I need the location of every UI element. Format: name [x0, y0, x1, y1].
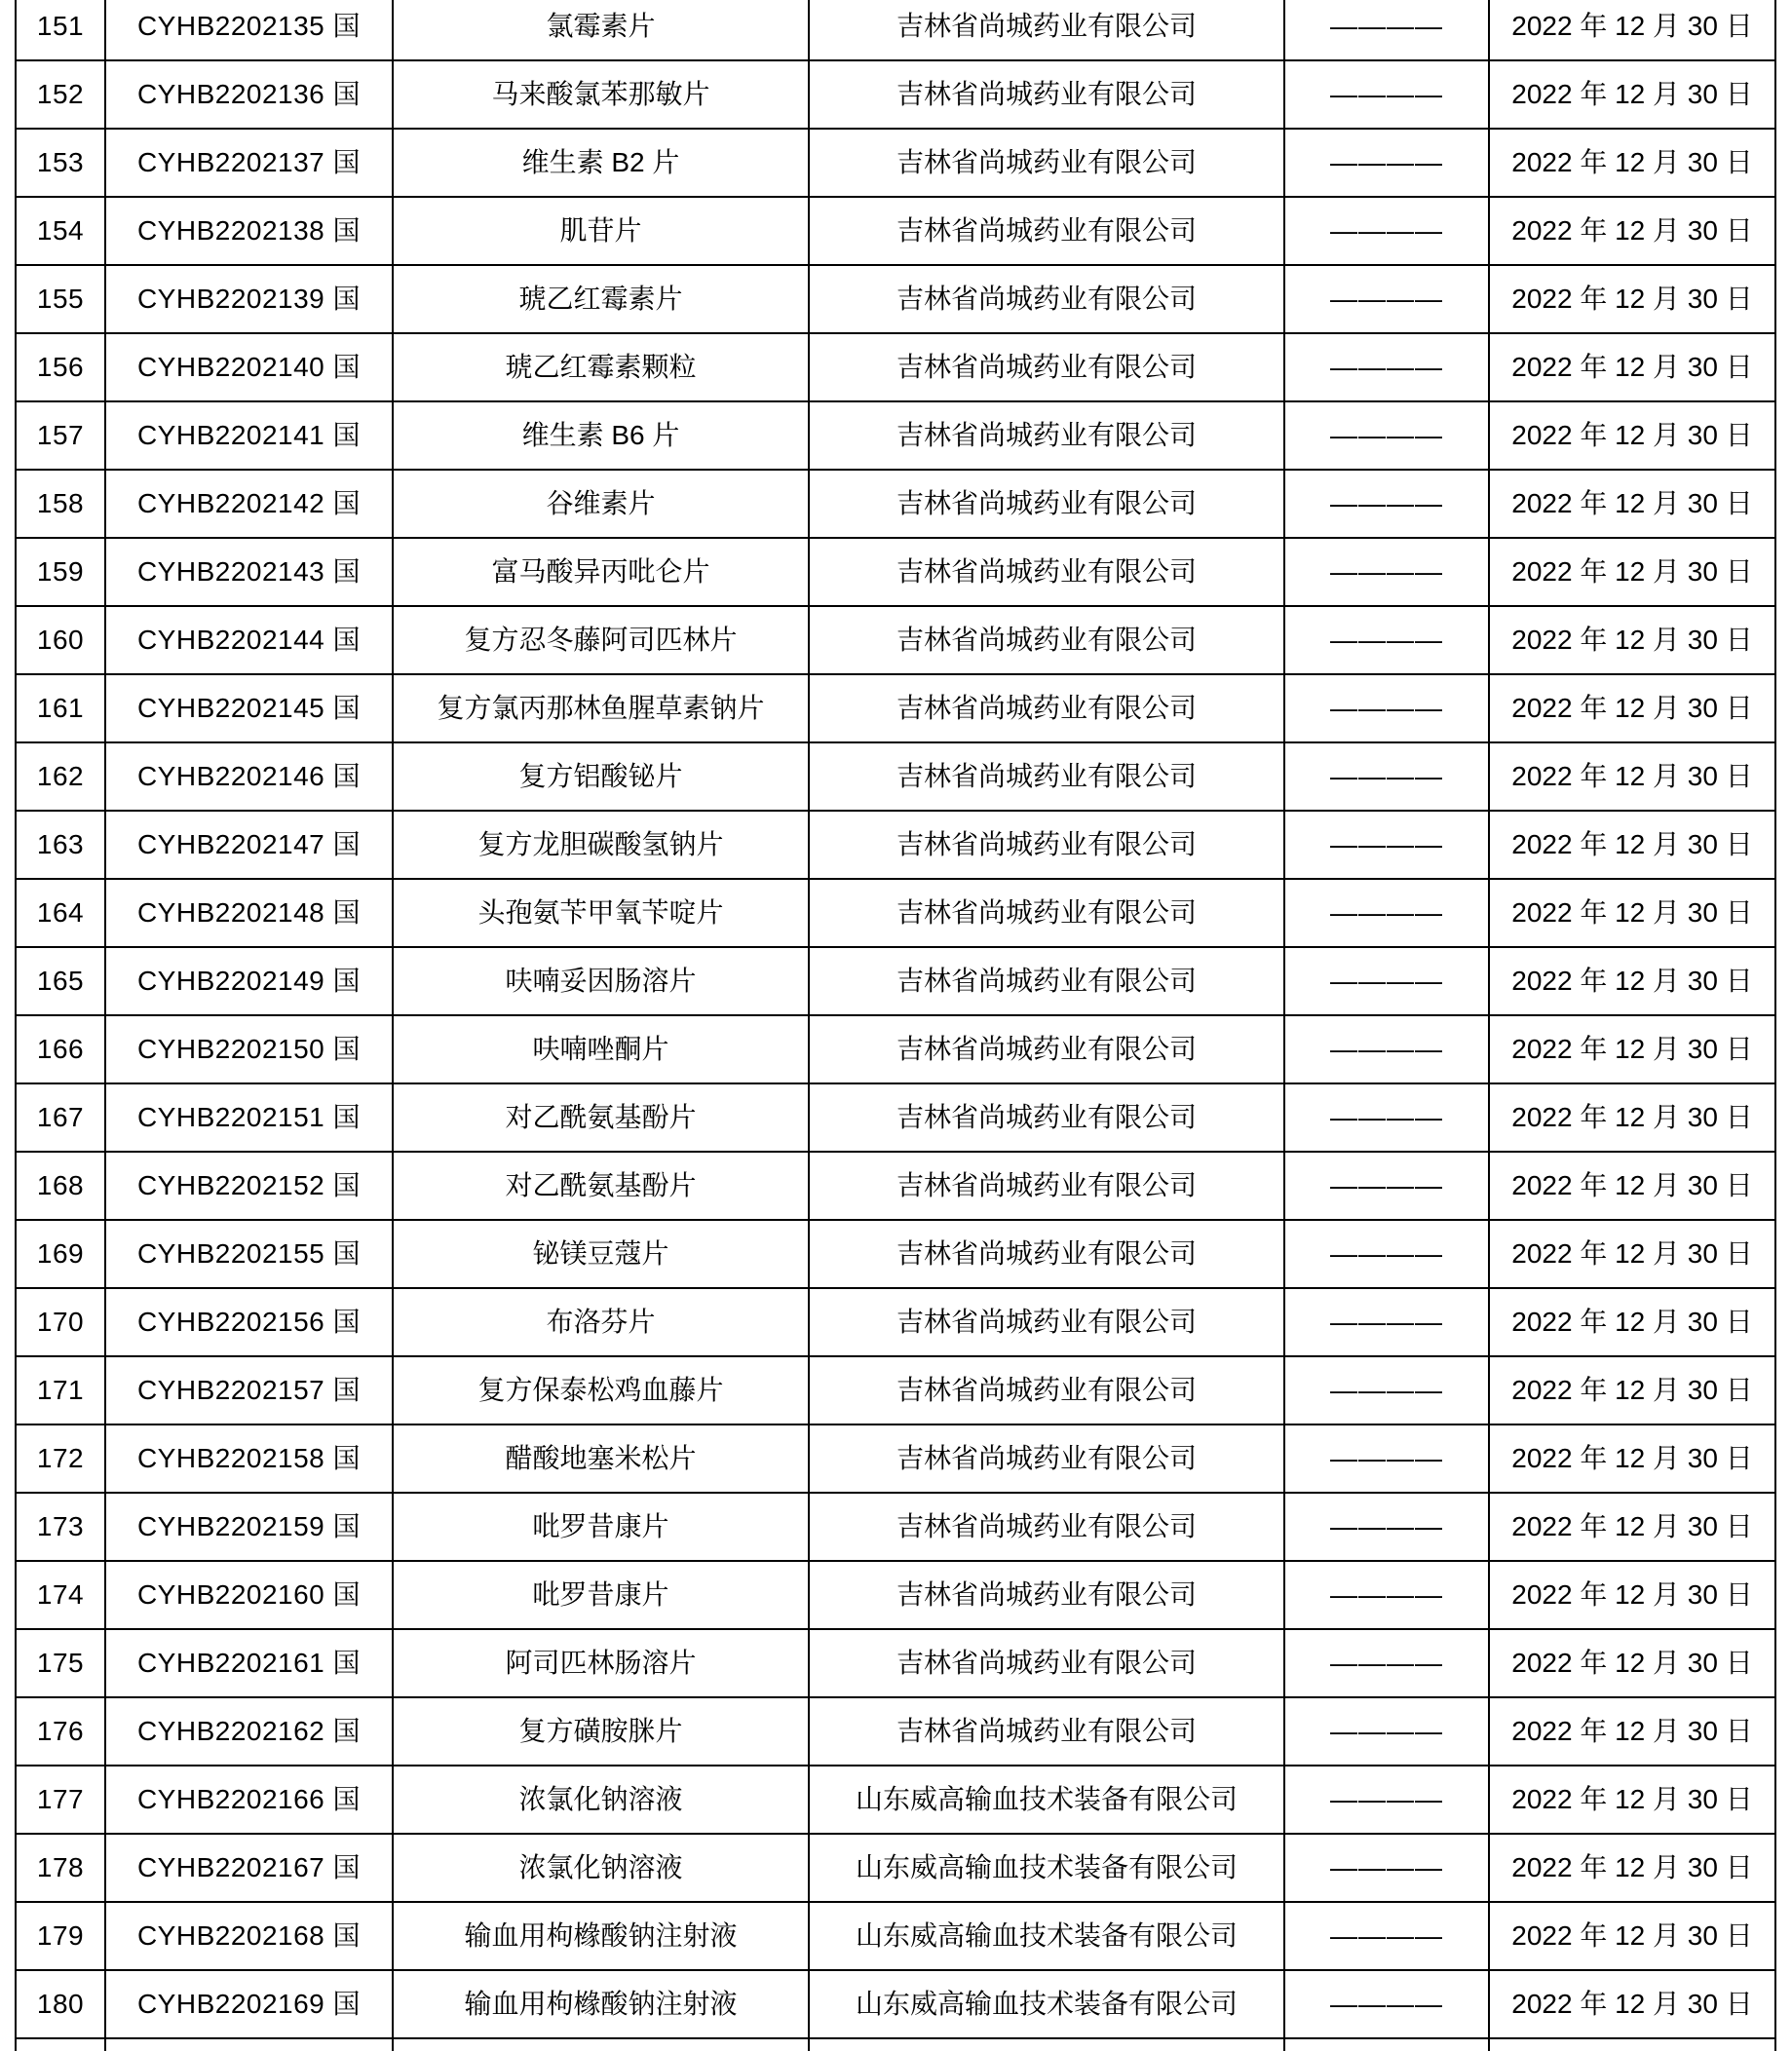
cell-drug: 呋喃妥因肠溶片 [393, 947, 809, 1015]
cell-company: 吉林省尚城药业有限公司 [809, 1220, 1284, 1288]
cell-date: 2022 年 12 月 30 日 [1489, 0, 1775, 60]
cell-remark: ———— [1284, 1152, 1489, 1220]
cell-no: 180 [16, 1970, 105, 2038]
cell-remark: ———— [1284, 742, 1489, 811]
cell-no: 159 [16, 538, 105, 606]
cell-remark: ———— [1284, 1834, 1489, 1902]
cell-no: 179 [16, 1902, 105, 1970]
table-row [16, 333, 1775, 401]
cell-company: 山东威高输血技术装备有限公司 [809, 1902, 1284, 1970]
cell-date: 2022 年 12 月 30 日 [1489, 674, 1775, 742]
cell-remark: ———— [1284, 1015, 1489, 1083]
table-row [16, 1493, 1775, 1561]
table-row [16, 879, 1775, 947]
cell-remark: ———— [1284, 1697, 1489, 1766]
cell-date: 2022 年 12 月 30 日 [1489, 1152, 1775, 1220]
cell-date: 2022 年 12 月 30 日 [1489, 1424, 1775, 1493]
cell-remark-empty [1284, 2038, 1489, 2051]
cell-no: 163 [16, 811, 105, 879]
cell-approval: CYHB2202155 国 [105, 1220, 393, 1288]
cell-no: 177 [16, 1766, 105, 1834]
cell-company: 山东威高输血技术装备有限公司 [809, 1766, 1284, 1834]
cell-drug: 浓氯化钠溶液 [393, 1834, 809, 1902]
cell-drug: 对乙酰氨基酚片 [393, 1083, 809, 1152]
table-row-partial [16, 2038, 1775, 2051]
cell-date: 2022 年 12 月 30 日 [1489, 811, 1775, 879]
cell-company: 吉林省尚城药业有限公司 [809, 129, 1284, 197]
cell-drug: 马来酸氯苯那敏片 [393, 60, 809, 129]
cell-approval-empty [105, 2038, 393, 2051]
cell-drug: 阿司匹林肠溶片 [393, 1629, 809, 1697]
table-row [16, 1152, 1775, 1220]
cell-remark: ———— [1284, 265, 1489, 333]
table-row [16, 1561, 1775, 1629]
table-row [16, 197, 1775, 265]
cell-drug: 维生素 B6 片 [393, 401, 809, 470]
table-body [16, 0, 1775, 2051]
cell-company: 吉林省尚城药业有限公司 [809, 1697, 1284, 1766]
cell-approval: CYHB2202168 国 [105, 1902, 393, 1970]
cell-company: 吉林省尚城药业有限公司 [809, 1493, 1284, 1561]
table-row [16, 265, 1775, 333]
cell-remark: ———— [1284, 538, 1489, 606]
cell-no: 174 [16, 1561, 105, 1629]
cell-approval: CYHB2202136 国 [105, 60, 393, 129]
drug-approval-table [15, 0, 1776, 2051]
cell-remark: ———— [1284, 60, 1489, 129]
cell-no: 151 [16, 0, 105, 60]
table-row [16, 1015, 1775, 1083]
cell-no: 176 [16, 1697, 105, 1766]
cell-date: 2022 年 12 月 30 日 [1489, 197, 1775, 265]
cell-company: 吉林省尚城药业有限公司 [809, 811, 1284, 879]
cell-date: 2022 年 12 月 30 日 [1489, 1561, 1775, 1629]
cell-no: 175 [16, 1629, 105, 1697]
cell-no: 169 [16, 1220, 105, 1288]
cell-drug: 氯霉素片 [393, 0, 809, 60]
cell-remark: ———— [1284, 1629, 1489, 1697]
cell-approval: CYHB2202169 国 [105, 1970, 393, 2038]
table-row [16, 1220, 1775, 1288]
cell-approval: CYHB2202158 国 [105, 1424, 393, 1493]
cell-approval: CYHB2202142 国 [105, 470, 393, 538]
cell-company: 山东威高输血技术装备有限公司 [809, 1834, 1284, 1902]
cell-approval: CYHB2202137 国 [105, 129, 393, 197]
cell-date: 2022 年 12 月 30 日 [1489, 1288, 1775, 1356]
cell-remark: ———— [1284, 1493, 1489, 1561]
cell-drug: 头孢氨苄甲氧苄啶片 [393, 879, 809, 947]
cell-remark: ———— [1284, 129, 1489, 197]
cell-date: 2022 年 12 月 30 日 [1489, 538, 1775, 606]
cell-date: 2022 年 12 月 30 日 [1489, 1902, 1775, 1970]
cell-approval: CYHB2202162 国 [105, 1697, 393, 1766]
cell-remark: ———— [1284, 401, 1489, 470]
cell-remark: ———— [1284, 1083, 1489, 1152]
cell-remark: ———— [1284, 1902, 1489, 1970]
table-row [16, 1629, 1775, 1697]
cell-company: 吉林省尚城药业有限公司 [809, 1152, 1284, 1220]
table-row [16, 470, 1775, 538]
table-row [16, 1356, 1775, 1424]
table-row [16, 742, 1775, 811]
cell-no: 158 [16, 470, 105, 538]
table-row [16, 606, 1775, 674]
cell-no: 167 [16, 1083, 105, 1152]
cell-company: 吉林省尚城药业有限公司 [809, 1015, 1284, 1083]
cell-no: 166 [16, 1015, 105, 1083]
cell-drug: 琥乙红霉素片 [393, 265, 809, 333]
cell-remark: ———— [1284, 1970, 1489, 2038]
cell-date: 2022 年 12 月 30 日 [1489, 1970, 1775, 2038]
cell-remark: ———— [1284, 1766, 1489, 1834]
cell-company: 吉林省尚城药业有限公司 [809, 265, 1284, 333]
table-row [16, 674, 1775, 742]
cell-remark: ———— [1284, 674, 1489, 742]
cell-approval: CYHB2202156 国 [105, 1288, 393, 1356]
cell-drug: 对乙酰氨基酚片 [393, 1152, 809, 1220]
cell-drug: 复方磺胺脒片 [393, 1697, 809, 1766]
table-row [16, 1766, 1775, 1834]
cell-remark: ———— [1284, 1220, 1489, 1288]
cell-approval: CYHB2202141 国 [105, 401, 393, 470]
cell-company: 吉林省尚城药业有限公司 [809, 1356, 1284, 1424]
cell-no-empty [16, 2038, 105, 2051]
cell-no: 178 [16, 1834, 105, 1902]
cell-company-empty [809, 2038, 1284, 2051]
cell-drug: 醋酸地塞米松片 [393, 1424, 809, 1493]
cell-company: 吉林省尚城药业有限公司 [809, 674, 1284, 742]
cell-drug: 复方铝酸铋片 [393, 742, 809, 811]
cell-approval: CYHB2202149 国 [105, 947, 393, 1015]
cell-company: 吉林省尚城药业有限公司 [809, 1083, 1284, 1152]
cell-remark: ———— [1284, 333, 1489, 401]
cell-drug-empty [393, 2038, 809, 2051]
cell-company: 吉林省尚城药业有限公司 [809, 333, 1284, 401]
cell-date: 2022 年 12 月 30 日 [1489, 1493, 1775, 1561]
table-row [16, 129, 1775, 197]
cell-remark: ———— [1284, 470, 1489, 538]
cell-remark: ———— [1284, 811, 1489, 879]
cell-drug: 富马酸异丙吡仑片 [393, 538, 809, 606]
cell-approval: CYHB2202138 国 [105, 197, 393, 265]
cell-drug: 呋喃唑酮片 [393, 1015, 809, 1083]
cell-date: 2022 年 12 月 30 日 [1489, 742, 1775, 811]
cell-approval: CYHB2202166 国 [105, 1766, 393, 1834]
cell-no: 156 [16, 333, 105, 401]
cell-approval: CYHB2202148 国 [105, 879, 393, 947]
cell-approval: CYHB2202157 国 [105, 1356, 393, 1424]
cell-no: 173 [16, 1493, 105, 1561]
cell-company: 吉林省尚城药业有限公司 [809, 1561, 1284, 1629]
cell-company: 吉林省尚城药业有限公司 [809, 1288, 1284, 1356]
cell-date: 2022 年 12 月 30 日 [1489, 1083, 1775, 1152]
cell-company: 山东威高输血技术装备有限公司 [809, 1970, 1284, 2038]
cell-company: 吉林省尚城药业有限公司 [809, 947, 1284, 1015]
table-row [16, 401, 1775, 470]
cell-company: 吉林省尚城药业有限公司 [809, 401, 1284, 470]
cell-no: 172 [16, 1424, 105, 1493]
cell-company: 吉林省尚城药业有限公司 [809, 60, 1284, 129]
cell-approval: CYHB2202160 国 [105, 1561, 393, 1629]
cell-approval: CYHB2202144 国 [105, 606, 393, 674]
cell-remark: ———— [1284, 1561, 1489, 1629]
cell-drug: 复方忍冬藤阿司匹林片 [393, 606, 809, 674]
cell-no: 170 [16, 1288, 105, 1356]
cell-date: 2022 年 12 月 30 日 [1489, 1834, 1775, 1902]
cell-date: 2022 年 12 月 30 日 [1489, 1220, 1775, 1288]
cell-no: 155 [16, 265, 105, 333]
cell-drug: 布洛芬片 [393, 1288, 809, 1356]
cell-remark: ———— [1284, 879, 1489, 947]
cell-company: 吉林省尚城药业有限公司 [809, 606, 1284, 674]
cell-remark: ———— [1284, 197, 1489, 265]
cell-drug: 复方龙胆碳酸氢钠片 [393, 811, 809, 879]
cell-company: 吉林省尚城药业有限公司 [809, 0, 1284, 60]
cell-no: 168 [16, 1152, 105, 1220]
cell-drug: 铋镁豆蔻片 [393, 1220, 809, 1288]
cell-date: 2022 年 12 月 30 日 [1489, 947, 1775, 1015]
cell-no: 162 [16, 742, 105, 811]
cell-no: 152 [16, 60, 105, 129]
cell-no: 153 [16, 129, 105, 197]
cell-no: 160 [16, 606, 105, 674]
table-row [16, 1970, 1775, 2038]
table-row [16, 1288, 1775, 1356]
cell-company: 吉林省尚城药业有限公司 [809, 742, 1284, 811]
table-row [16, 811, 1775, 879]
cell-drug: 输血用枸橼酸钠注射液 [393, 1902, 809, 1970]
cell-date: 2022 年 12 月 30 日 [1489, 60, 1775, 129]
cell-approval: CYHB2202135 国 [105, 0, 393, 60]
cell-drug: 维生素 B2 片 [393, 129, 809, 197]
table-row [16, 1902, 1775, 1970]
cell-date: 2022 年 12 月 30 日 [1489, 1015, 1775, 1083]
cell-approval: CYHB2202139 国 [105, 265, 393, 333]
table-row [16, 1697, 1775, 1766]
cell-no: 157 [16, 401, 105, 470]
cell-date: 2022 年 12 月 30 日 [1489, 1356, 1775, 1424]
cell-company: 吉林省尚城药业有限公司 [809, 1424, 1284, 1493]
cell-date: 2022 年 12 月 30 日 [1489, 879, 1775, 947]
cell-remark: ———— [1284, 947, 1489, 1015]
cell-drug: 吡罗昔康片 [393, 1561, 809, 1629]
cell-date: 2022 年 12 月 30 日 [1489, 606, 1775, 674]
table-row [16, 1424, 1775, 1493]
cell-date: 2022 年 12 月 30 日 [1489, 1766, 1775, 1834]
cell-drug: 复方保泰松鸡血藤片 [393, 1356, 809, 1424]
cell-company: 吉林省尚城药业有限公司 [809, 197, 1284, 265]
cell-approval: CYHB2202146 国 [105, 742, 393, 811]
cell-approval: CYHB2202152 国 [105, 1152, 393, 1220]
cell-approval: CYHB2202143 国 [105, 538, 393, 606]
cell-drug: 琥乙红霉素颗粒 [393, 333, 809, 401]
cell-remark: ———— [1284, 606, 1489, 674]
cell-approval: CYHB2202167 国 [105, 1834, 393, 1902]
cell-date: 2022 年 12 月 30 日 [1489, 1697, 1775, 1766]
cell-remark: ———— [1284, 1356, 1489, 1424]
cell-company: 吉林省尚城药业有限公司 [809, 1629, 1284, 1697]
cell-date: 2022 年 12 月 30 日 [1489, 401, 1775, 470]
cell-no: 171 [16, 1356, 105, 1424]
cell-drug: 吡罗昔康片 [393, 1493, 809, 1561]
cell-approval: CYHB2202159 国 [105, 1493, 393, 1561]
cell-date-empty [1489, 2038, 1775, 2051]
cell-drug: 谷维素片 [393, 470, 809, 538]
cell-no: 154 [16, 197, 105, 265]
cell-date: 2022 年 12 月 30 日 [1489, 333, 1775, 401]
cell-approval: CYHB2202145 国 [105, 674, 393, 742]
cell-remark: ———— [1284, 1424, 1489, 1493]
cell-remark: ———— [1284, 0, 1489, 60]
cell-date: 2022 年 12 月 30 日 [1489, 265, 1775, 333]
table-row [16, 538, 1775, 606]
table-row [16, 60, 1775, 129]
cell-no: 165 [16, 947, 105, 1015]
cell-approval: CYHB2202150 国 [105, 1015, 393, 1083]
cell-date: 2022 年 12 月 30 日 [1489, 129, 1775, 197]
cell-no: 161 [16, 674, 105, 742]
cell-approval: CYHB2202147 国 [105, 811, 393, 879]
cell-company: 吉林省尚城药业有限公司 [809, 470, 1284, 538]
cell-company: 吉林省尚城药业有限公司 [809, 879, 1284, 947]
cell-drug: 浓氯化钠溶液 [393, 1766, 809, 1834]
table-row [16, 947, 1775, 1015]
cell-approval: CYHB2202151 国 [105, 1083, 393, 1152]
cell-no: 164 [16, 879, 105, 947]
cell-date: 2022 年 12 月 30 日 [1489, 1629, 1775, 1697]
cell-date: 2022 年 12 月 30 日 [1489, 470, 1775, 538]
cell-drug: 输血用枸橼酸钠注射液 [393, 1970, 809, 2038]
cell-company: 吉林省尚城药业有限公司 [809, 538, 1284, 606]
cell-approval: CYHB2202140 国 [105, 333, 393, 401]
cell-drug: 复方氯丙那林鱼腥草素钠片 [393, 674, 809, 742]
table-row [16, 1834, 1775, 1902]
table-row [16, 0, 1775, 60]
table-row [16, 1083, 1775, 1152]
cell-remark: ———— [1284, 1288, 1489, 1356]
cell-approval: CYHB2202161 国 [105, 1629, 393, 1697]
cell-drug: 肌苷片 [393, 197, 809, 265]
